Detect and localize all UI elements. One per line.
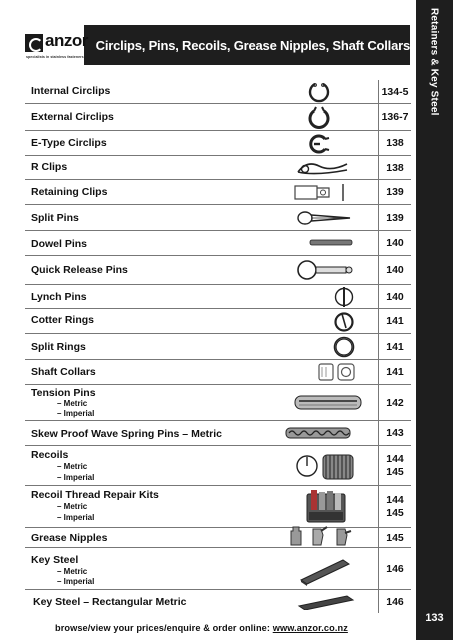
- page-reference[interactable]: 146: [378, 590, 411, 613]
- page-reference[interactable]: 138: [378, 131, 411, 155]
- page-reference[interactable]: 139: [378, 205, 411, 230]
- page-reference[interactable]: 138: [378, 156, 411, 179]
- index-row[interactable]: [25, 131, 411, 156]
- item-label: Quick Release Pins: [31, 264, 128, 276]
- internal-circlip-icon: [307, 81, 331, 103]
- index-row[interactable]: [25, 421, 411, 446]
- section-label: Retainers & Key Steel: [428, 8, 440, 116]
- item-label: Skew Proof Wave Spring Pins – Metric: [31, 428, 222, 440]
- page-reference[interactable]: 143: [378, 421, 411, 445]
- page-reference-imperial[interactable]: 145: [386, 465, 404, 478]
- page-reference[interactable]: 140: [378, 231, 411, 255]
- page-reference[interactable]: 136-7: [378, 104, 411, 130]
- page-reference[interactable]: [378, 486, 411, 527]
- external-circlip-icon: [307, 106, 331, 129]
- quick-release-pin-icon: [295, 259, 355, 281]
- item-sublabel: – Imperial: [57, 513, 95, 522]
- item-label: Grease Nipples: [31, 532, 108, 544]
- header-bar: [25, 25, 410, 65]
- item-sublabel: – Imperial: [57, 473, 95, 482]
- page-reference[interactable]: 142: [378, 385, 411, 420]
- index-row[interactable]: [25, 360, 411, 385]
- index-row[interactable]: [25, 528, 411, 548]
- page-reference-metric[interactable]: 144: [386, 493, 404, 506]
- page-reference[interactable]: 141: [378, 309, 411, 333]
- index-row[interactable]: [25, 156, 411, 180]
- item-sublabel: – Metric: [57, 502, 88, 511]
- dowel-pin-icon: [309, 239, 353, 247]
- item-label: R Clips: [31, 161, 68, 173]
- index-row[interactable]: [25, 80, 411, 104]
- retaining-clip-icon: [293, 182, 351, 203]
- index-row[interactable]: [25, 309, 411, 334]
- item-label: Recoils: [31, 449, 69, 461]
- item-label: Shaft Collars: [31, 366, 96, 378]
- footer-link[interactable]: www.anzor.co.nz: [272, 623, 348, 633]
- page-reference-metric[interactable]: 144: [386, 452, 404, 465]
- page-reference[interactable]: 140: [378, 285, 411, 308]
- shaft-collar-icon: [317, 361, 357, 383]
- split-ring-icon: [332, 335, 356, 359]
- page-title: Circlips, Pins, Recoils, Grease Nipples, Shaft Collars: [95, 37, 410, 53]
- index-row[interactable]: [25, 104, 411, 131]
- index-row[interactable]: [25, 385, 411, 421]
- index-row[interactable]: [25, 256, 411, 285]
- page-reference[interactable]: 134-5: [378, 80, 411, 103]
- page-reference[interactable]: 141: [378, 360, 411, 384]
- item-label: Split Rings: [31, 341, 86, 353]
- lynch-pin-icon: [333, 286, 355, 308]
- item-label: Key Steel: [31, 554, 79, 566]
- index-row[interactable]: [25, 285, 411, 309]
- item-label: Recoil Thread Repair Kits: [31, 489, 159, 501]
- recoil-icon: [295, 451, 355, 483]
- item-label: Retaining Clips: [31, 186, 108, 198]
- item-sublabel: – Imperial: [57, 577, 95, 586]
- item-sublabel: – Metric: [57, 399, 88, 408]
- index-row[interactable]: [25, 334, 411, 360]
- page-reference[interactable]: 139: [378, 180, 411, 204]
- footer-text: browse/view your prices/enquire & order online:: [55, 623, 271, 633]
- e-type-circlip-icon: [305, 133, 331, 155]
- logo-mark-icon: [25, 34, 43, 52]
- grease-nipple-icon: [287, 525, 353, 547]
- index-row[interactable]: [25, 446, 411, 486]
- section-sidebar: [416, 0, 453, 640]
- page-reference[interactable]: 145: [378, 528, 411, 547]
- item-sublabel: – Metric: [57, 567, 88, 576]
- anzor-logo[interactable]: [25, 25, 88, 65]
- cotter-ring-icon: [333, 310, 355, 333]
- index-row[interactable]: [25, 486, 411, 528]
- item-label: Lynch Pins: [31, 291, 87, 303]
- item-label: Dowel Pins: [31, 238, 88, 250]
- item-sublabel: – Imperial: [57, 409, 95, 418]
- tension-pin-icon: [293, 393, 363, 413]
- item-label: E-Type Circlips: [31, 137, 107, 149]
- page-reference-imperial[interactable]: 145: [386, 506, 404, 519]
- logo-tagline: specialists in stainless fasteners: [26, 55, 84, 59]
- index-row[interactable]: [25, 205, 411, 231]
- rectangular-key-steel-icon: [295, 594, 355, 610]
- item-label: Key Steel – Rectangular Metric: [33, 596, 187, 608]
- index-row[interactable]: [25, 180, 411, 205]
- wave-spring-pin-icon: [285, 426, 351, 440]
- page-reference[interactable]: [378, 446, 411, 485]
- split-pin-icon: [295, 209, 353, 227]
- item-label: External Circlips: [31, 111, 114, 123]
- item-label: Split Pins: [31, 212, 79, 224]
- key-steel-icon: [297, 556, 353, 586]
- item-sublabel: – Metric: [57, 462, 88, 471]
- item-label: Tension Pins: [31, 387, 96, 399]
- index-row[interactable]: [25, 231, 411, 256]
- item-label: Internal Circlips: [31, 85, 111, 97]
- thread-repair-kit-icon: [303, 488, 353, 526]
- page-number: 133: [425, 612, 444, 624]
- page-reference[interactable]: 146: [378, 548, 411, 589]
- footer: [55, 623, 348, 633]
- index-row[interactable]: [25, 590, 411, 613]
- page-reference[interactable]: 140: [378, 256, 411, 284]
- page-reference[interactable]: 141: [378, 334, 411, 359]
- item-label: Cotter Rings: [31, 314, 94, 326]
- logo-text: anzor: [45, 31, 88, 50]
- r-clip-icon: [295, 158, 351, 178]
- index-row[interactable]: [25, 548, 411, 590]
